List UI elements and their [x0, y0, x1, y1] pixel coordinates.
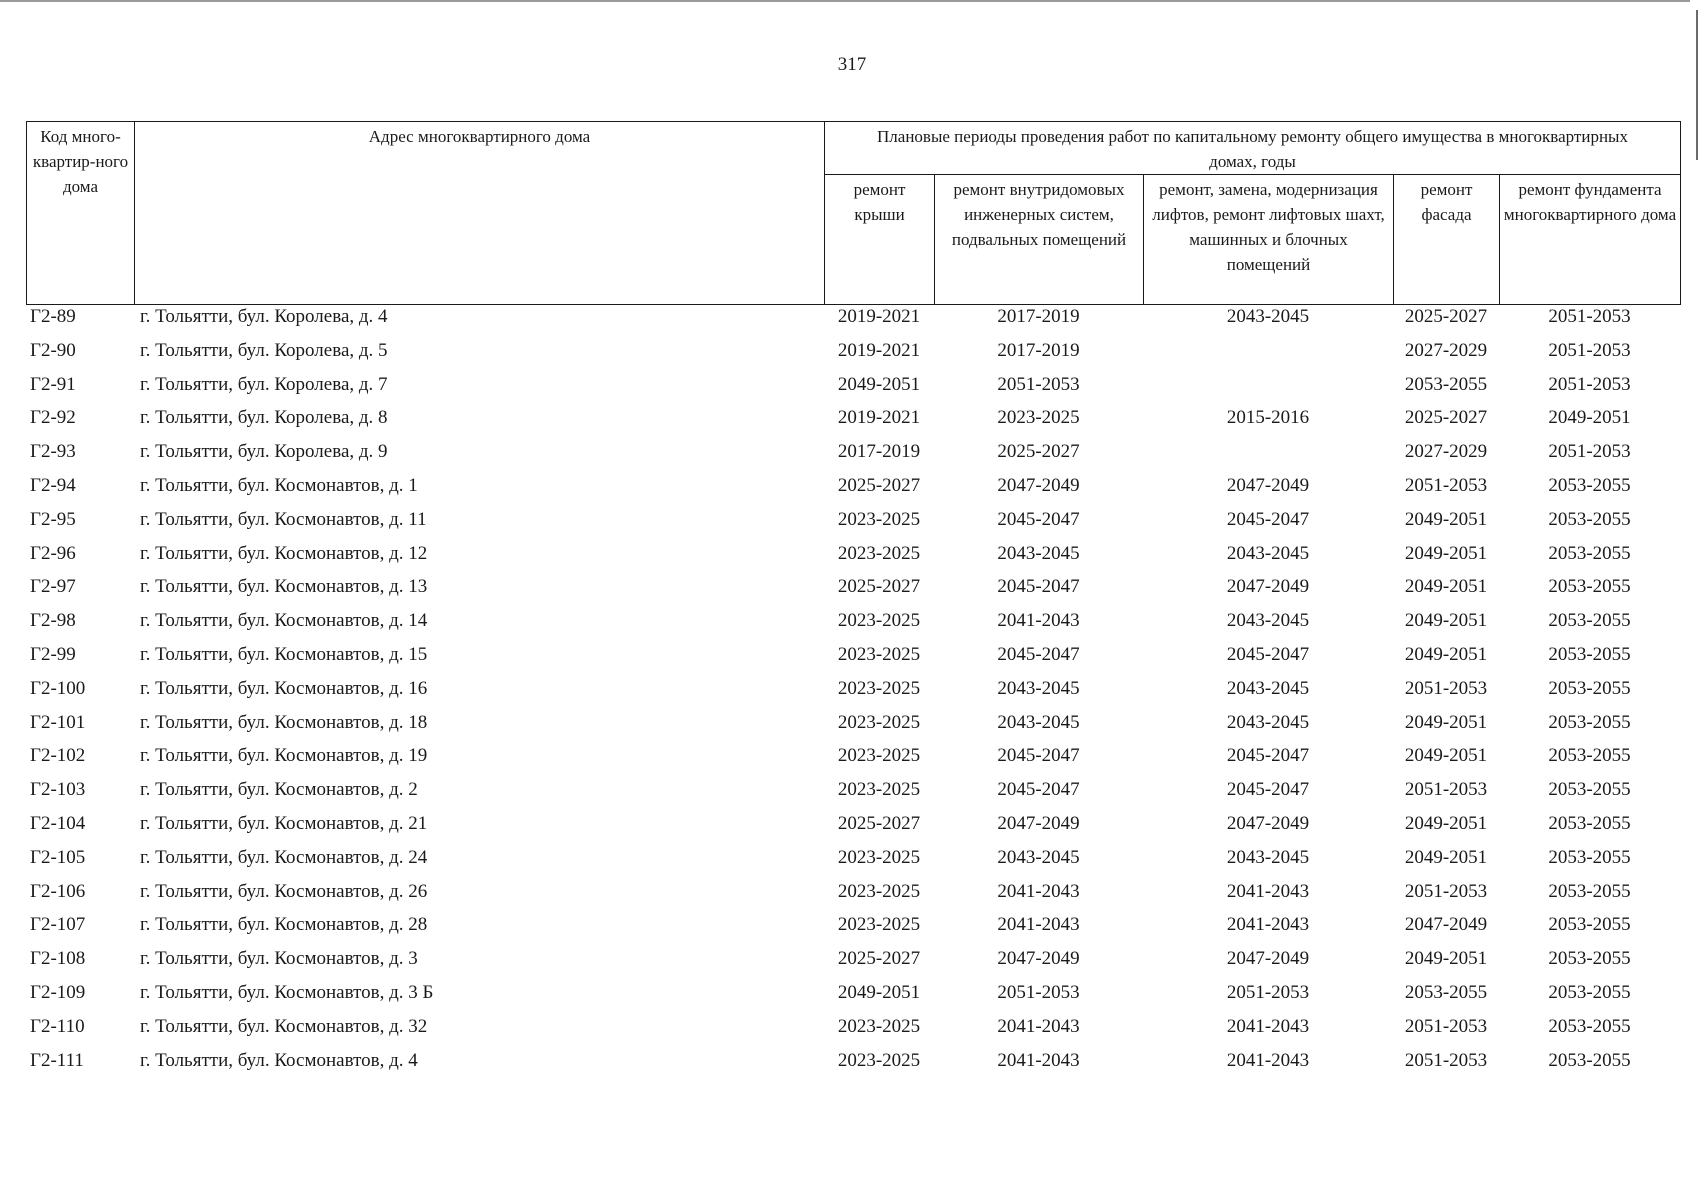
cell-address: г. Тольятти, бул. Королева, д. 8 [140, 407, 388, 429]
table-row [26, 441, 1680, 475]
cell-roof: 2023-2025 [837, 914, 921, 936]
cell-roof: 2023-2025 [837, 610, 921, 632]
cell-code: Г2-108 [30, 948, 86, 970]
cell-systems: 2047-2049 [997, 474, 1080, 496]
cell-foundation: 2053-2055 [1548, 846, 1631, 868]
cell-facade: 2047-2049 [1404, 914, 1488, 936]
cell-foundation: 2053-2055 [1548, 474, 1631, 496]
cell-elevators: 2043-2045 [1226, 610, 1310, 632]
cell-elevators [1143, 441, 1393, 475]
cell-foundation: 2053-2055 [1548, 677, 1631, 699]
table-row [26, 847, 1680, 881]
cell-facade: 2049-2051 [1404, 711, 1488, 733]
cell-roof: 2019-2021 [837, 306, 921, 327]
cell-elevators: 2041-2043 [1226, 1049, 1310, 1071]
cell-elevators: 2043-2045 [1226, 846, 1310, 868]
header-elevators: ремонт, замена, модернизация лифтов, ремонт лифтовых шахт, машинных и блочных помещений [1144, 175, 1394, 305]
cell-elevators: 2041-2043 [1226, 914, 1310, 936]
cell-facade: 2053-2055 [1404, 373, 1488, 395]
cell-elevators: 2047-2049 [1226, 474, 1310, 496]
cell-foundation: 2053-2055 [1548, 508, 1631, 530]
cell-systems: 2045-2047 [997, 508, 1080, 530]
cell-roof: 2019-2021 [837, 339, 921, 361]
cell-foundation: 2053-2055 [1548, 880, 1631, 902]
cell-facade: 2051-2053 [1404, 677, 1488, 699]
cell-systems: 2041-2043 [997, 1015, 1080, 1037]
cell-elevators: 2045-2047 [1226, 745, 1310, 767]
cell-facade: 2049-2051 [1404, 948, 1488, 970]
cell-code: Г2-100 [30, 677, 86, 699]
cell-roof: 2023-2025 [837, 677, 921, 699]
cell-systems: 2041-2043 [997, 914, 1080, 936]
cell-foundation: 2053-2055 [1548, 1015, 1631, 1037]
cell-systems: 2017-2019 [997, 339, 1080, 361]
cell-facade: 2027-2029 [1404, 339, 1488, 361]
table-row [26, 745, 1680, 779]
cell-systems: 2043-2045 [997, 677, 1080, 699]
table-row [26, 1050, 1680, 1084]
cell-roof: 2025-2027 [837, 812, 921, 834]
table-row [26, 576, 1680, 610]
cell-foundation: 2053-2055 [1548, 914, 1631, 936]
cell-foundation: 2053-2055 [1548, 643, 1631, 665]
cell-roof: 2025-2027 [837, 576, 921, 598]
table-row [26, 914, 1680, 948]
table-row [26, 306, 1680, 340]
cell-systems: 2051-2053 [997, 373, 1080, 395]
cell-elevators: 2041-2043 [1226, 1015, 1310, 1037]
table-row [26, 813, 1680, 847]
cell-address: г. Тольятти, бул. Космонавтов, д. 24 [140, 846, 428, 868]
right-margin-rule [1696, 10, 1698, 160]
header-systems: ремонт внутридомовых инженерных систем, подвальных помещений [935, 175, 1144, 305]
cell-elevators [1143, 340, 1393, 374]
table-row [26, 340, 1680, 374]
cell-systems: 2043-2045 [997, 846, 1080, 868]
table-row [26, 982, 1680, 1016]
cell-address: г. Тольятти, бул. Космонавтов, д. 19 [140, 745, 428, 767]
cell-systems: 2041-2043 [997, 880, 1080, 902]
cell-code: Г2-89 [30, 306, 76, 327]
cell-roof: 2025-2027 [837, 474, 921, 496]
cell-facade: 2049-2051 [1404, 812, 1488, 834]
cell-elevators: 2045-2047 [1226, 779, 1310, 801]
cell-address: г. Тольятти, бул. Королева, д. 5 [140, 339, 388, 361]
cell-code: Г2-90 [30, 339, 76, 361]
cell-address: г. Тольятти, бул. Космонавтов, д. 18 [140, 711, 428, 733]
cell-systems: 2023-2025 [997, 407, 1080, 429]
cell-systems: 2041-2043 [997, 610, 1080, 632]
cell-address: г. Тольятти, бул. Космонавтов, д. 21 [140, 812, 428, 834]
cell-address: г. Тольятти, бул. Королева, д. 9 [140, 441, 388, 463]
cell-foundation: 2051-2053 [1548, 441, 1631, 463]
cell-address: г. Тольятти, бул. Космонавтов, д. 11 [140, 508, 427, 530]
cell-roof: 2023-2025 [837, 1015, 921, 1037]
table-row [26, 644, 1680, 678]
cell-foundation: 2053-2055 [1548, 812, 1631, 834]
cell-elevators: 2045-2047 [1226, 508, 1310, 530]
cell-facade: 2049-2051 [1404, 542, 1488, 564]
cell-address: г. Тольятти, бул. Космонавтов, д. 3 Б [140, 981, 434, 1003]
cell-address: г. Тольятти, бул. Космонавтов, д. 2 [140, 779, 418, 801]
cell-elevators: 2041-2043 [1226, 880, 1310, 902]
top-rule [0, 0, 1690, 2]
cell-facade: 2051-2053 [1404, 1015, 1488, 1037]
cell-facade: 2051-2053 [1404, 1049, 1488, 1071]
cell-facade: 2027-2029 [1404, 441, 1488, 463]
cell-foundation: 2049-2051 [1548, 407, 1631, 429]
cell-code: Г2-92 [30, 407, 76, 429]
cell-roof: 2049-2051 [837, 373, 921, 395]
cell-roof: 2023-2025 [837, 779, 921, 801]
header-foundation: ремонт фундамента многоквартирного дома [1500, 175, 1681, 305]
cell-foundation: 2051-2053 [1548, 339, 1631, 361]
cell-address: г. Тольятти, бул. Космонавтов, д. 14 [140, 610, 428, 632]
cell-roof: 2023-2025 [837, 745, 921, 767]
cell-code: Г2-104 [30, 812, 86, 834]
cell-code: Г2-107 [30, 914, 86, 936]
cell-facade: 2053-2055 [1404, 981, 1488, 1003]
cell-facade: 2049-2051 [1404, 745, 1488, 767]
cell-code: Г2-103 [30, 779, 86, 801]
cell-code: Г2-93 [30, 441, 76, 463]
cell-systems: 2025-2027 [997, 441, 1080, 463]
cell-address: г. Тольятти, бул. Космонавтов, д. 13 [140, 576, 428, 598]
cell-elevators: 2043-2045 [1226, 542, 1310, 564]
cell-address: г. Тольятти, бул. Космонавтов, д. 1 [140, 474, 418, 496]
cell-address: г. Тольятти, бул. Космонавтов, д. 26 [140, 880, 428, 902]
cell-code: Г2-99 [30, 643, 76, 665]
cell-roof: 2023-2025 [837, 1049, 921, 1071]
cell-roof: 2023-2025 [837, 508, 921, 530]
cell-elevators: 2051-2053 [1226, 981, 1310, 1003]
cell-elevators: 2043-2045 [1226, 677, 1310, 699]
cell-roof: 2023-2025 [837, 880, 921, 902]
cell-address: г. Тольятти, бул. Космонавтов, д. 3 [140, 948, 418, 970]
cell-roof: 2023-2025 [837, 643, 921, 665]
cell-code: Г2-105 [30, 846, 86, 868]
cell-facade: 2049-2051 [1404, 508, 1488, 530]
cell-systems: 2017-2019 [997, 306, 1080, 327]
cell-code: Г2-106 [30, 880, 86, 902]
cell-facade: 2025-2027 [1404, 407, 1488, 429]
cell-foundation: 2053-2055 [1548, 745, 1631, 767]
cell-facade: 2051-2053 [1404, 880, 1488, 902]
cell-elevators: 2045-2047 [1226, 643, 1310, 665]
cell-roof: 2023-2025 [837, 846, 921, 868]
header-code: Код много-квартир-ного дома [27, 122, 135, 305]
cell-foundation: 2053-2055 [1548, 610, 1631, 632]
cell-facade: 2049-2051 [1404, 643, 1488, 665]
cell-systems: 2047-2049 [997, 812, 1080, 834]
cell-systems: 2043-2045 [997, 711, 1080, 733]
cell-elevators: 2047-2049 [1226, 576, 1310, 598]
header-roof: ремонт крыши [825, 175, 935, 305]
cell-roof: 2023-2025 [837, 542, 921, 564]
header-address: Адрес многоквартирного дома [135, 122, 825, 305]
cell-code: Г2-98 [30, 610, 76, 632]
cell-address: г. Тольятти, бул. Космонавтов, д. 15 [140, 643, 428, 665]
table-row [26, 881, 1680, 915]
cell-code: Г2-102 [30, 745, 86, 767]
table-row [26, 948, 1680, 982]
table-row [26, 1016, 1680, 1050]
cell-facade: 2025-2027 [1404, 306, 1488, 327]
cell-elevators [1143, 374, 1393, 408]
cell-address: г. Тольятти, бул. Космонавтов, д. 4 [140, 1049, 418, 1071]
table-row [26, 543, 1680, 577]
cell-facade: 2049-2051 [1404, 610, 1488, 632]
cell-systems: 2045-2047 [997, 643, 1080, 665]
cell-facade: 2049-2051 [1404, 576, 1488, 598]
table-header [26, 121, 1681, 305]
cell-code: Г2-91 [30, 373, 76, 395]
table-row [26, 610, 1680, 644]
cell-foundation: 2051-2053 [1548, 373, 1631, 395]
table-row [26, 509, 1680, 543]
cell-foundation: 2051-2053 [1548, 306, 1631, 327]
cell-elevators: 2043-2045 [1226, 711, 1310, 733]
cell-systems: 2051-2053 [997, 981, 1080, 1003]
cell-facade: 2051-2053 [1404, 779, 1488, 801]
cell-elevators: 2015-2016 [1226, 407, 1310, 429]
cell-code: Г2-109 [30, 981, 86, 1003]
cell-roof: 2023-2025 [837, 711, 921, 733]
cell-code: Г2-94 [30, 474, 76, 496]
cell-roof: 2017-2019 [837, 441, 921, 463]
cell-foundation: 2053-2055 [1548, 542, 1631, 564]
table-row [26, 475, 1680, 509]
cell-roof: 2019-2021 [837, 407, 921, 429]
cell-elevators: 2047-2049 [1226, 948, 1310, 970]
cell-systems: 2045-2047 [997, 576, 1080, 598]
cell-code: Г2-110 [30, 1015, 85, 1037]
data-table [26, 306, 1680, 1083]
cell-systems: 2045-2047 [997, 779, 1080, 801]
cell-elevators: 2043-2045 [1226, 306, 1310, 327]
cell-systems: 2041-2043 [997, 1049, 1080, 1071]
cell-facade: 2051-2053 [1404, 474, 1488, 496]
cell-facade: 2049-2051 [1404, 846, 1488, 868]
cell-foundation: 2053-2055 [1548, 1049, 1631, 1071]
cell-code: Г2-101 [30, 711, 86, 733]
cell-systems: 2043-2045 [997, 542, 1080, 564]
cell-elevators: 2047-2049 [1226, 812, 1310, 834]
cell-address: г. Тольятти, бул. Королева, д. 7 [140, 373, 388, 395]
table-row [26, 407, 1680, 441]
cell-foundation: 2053-2055 [1548, 576, 1631, 598]
cell-address: г. Тольятти, бул. Космонавтов, д. 28 [140, 914, 428, 936]
cell-roof: 2025-2027 [837, 948, 921, 970]
header-periods-title: Плановые периоды проведения работ по капитальному ремонту общего имущества в многоквартирных домах, годы [825, 122, 1681, 175]
cell-systems: 2047-2049 [997, 948, 1080, 970]
cell-code: Г2-96 [30, 542, 76, 564]
table-row [26, 678, 1680, 712]
cell-foundation: 2053-2055 [1548, 779, 1631, 801]
cell-foundation: 2053-2055 [1548, 981, 1631, 1003]
table-row [26, 712, 1680, 746]
cell-code: Г2-97 [30, 576, 76, 598]
header-facade: ремонт фасада [1394, 175, 1500, 305]
cell-code: Г2-95 [30, 508, 76, 530]
cell-foundation: 2053-2055 [1548, 711, 1631, 733]
table-row [26, 374, 1680, 408]
cell-foundation: 2053-2055 [1548, 948, 1631, 970]
cell-systems: 2045-2047 [997, 745, 1080, 767]
cell-address: г. Тольятти, бул. Космонавтов, д. 32 [140, 1015, 428, 1037]
cell-code: Г2-111 [30, 1049, 84, 1071]
table-row [26, 779, 1680, 813]
cell-roof: 2049-2051 [837, 981, 921, 1003]
cell-address: г. Тольятти, бул. Космонавтов, д. 12 [140, 542, 428, 564]
cell-address: г. Тольятти, бул. Королева, д. 4 [140, 306, 388, 327]
page-number: 317 [837, 54, 867, 75]
cell-address: г. Тольятти, бул. Космонавтов, д. 16 [140, 677, 428, 699]
